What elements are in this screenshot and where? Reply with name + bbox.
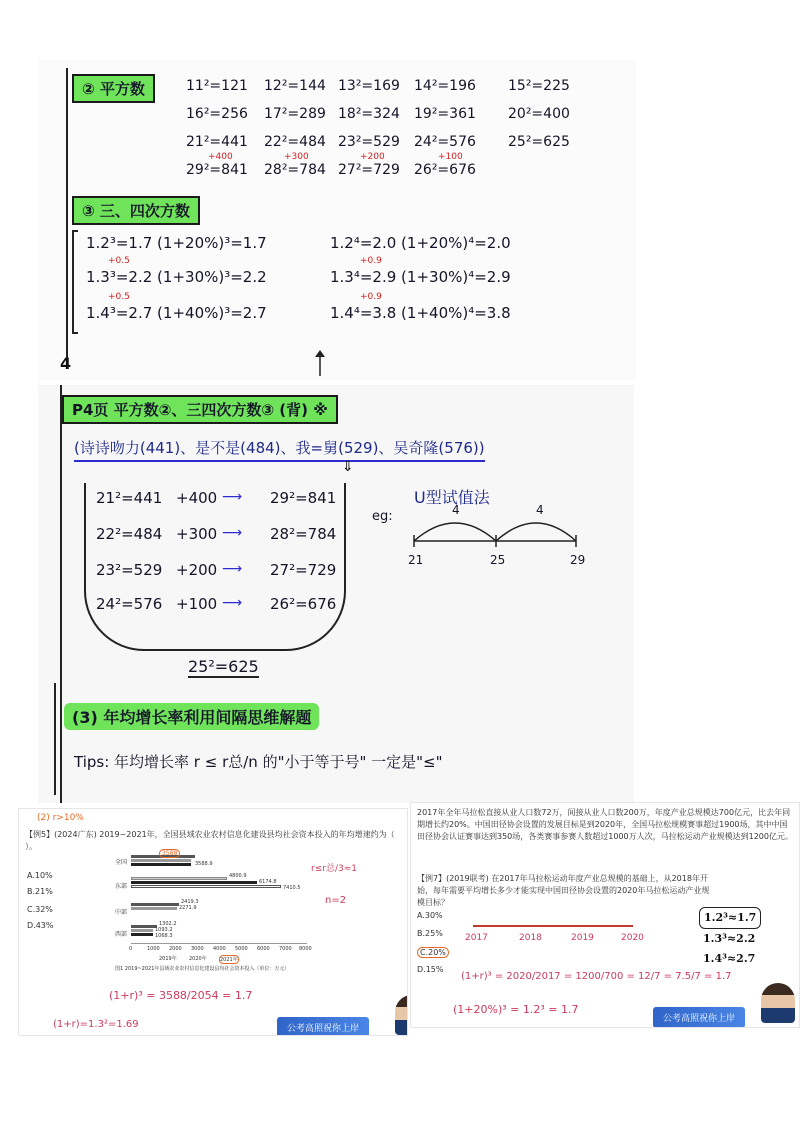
square-cell: 25²=625 <box>508 134 570 150</box>
square-cell: 19²=361 <box>414 106 476 122</box>
axis-tick: 2000 <box>169 946 182 952</box>
category-label: 西部 <box>115 931 128 938</box>
increment-mark: +200 <box>360 152 385 162</box>
fourth-power-item: 1.3⁴=2.9 (1+30%)⁴=2.9 <box>330 268 511 286</box>
bar <box>131 885 281 888</box>
instructor-avatar <box>761 983 795 1023</box>
bar <box>131 903 179 906</box>
margin-line <box>60 385 62 803</box>
handwritten-formula: (1+r)³ = 3588/2054 = 1.7 <box>109 989 253 1002</box>
bar <box>131 929 153 932</box>
square-cell: 13²=169 <box>338 78 400 94</box>
arrow-right-icon: ⟶ <box>222 525 243 541</box>
delta-mark: +0.9 <box>360 292 382 302</box>
u-tick-label: 21 <box>408 553 424 567</box>
value-label: 1093.2 <box>155 927 173 933</box>
square-cell: 14²=196 <box>414 78 476 94</box>
promo-banner: 公考高照祝你上岸 <box>653 1007 745 1028</box>
square-cell: 24²=576 <box>414 134 476 150</box>
condition-note: (2) r>10% <box>37 813 84 823</box>
pair-inc: +400 <box>176 489 218 507</box>
square-cell: 26²=676 <box>414 162 476 178</box>
value-label: 1068.3 <box>155 933 173 939</box>
square-cell: 16²=256 <box>186 106 248 122</box>
square-cell: 28²=784 <box>264 162 326 178</box>
handwritten-formula: (1+r)=1.3²=1.69 <box>53 1019 139 1030</box>
bar <box>131 877 227 880</box>
tips-text: Tips: 年均增长率 r ≤ r总/n 的"小于等于号" 一定是"≤" <box>74 753 443 771</box>
axis-tick: 3000 <box>191 946 204 952</box>
axis-tick: 8000 <box>299 946 312 952</box>
pair-left: 24²=576 <box>96 595 163 613</box>
example7-question: 【例7】(2019联考) 在2017年马拉松运动年度产业总规模的基础上，从2018年开始，每年需要平均增长多少才能实现中国田径协会设置的2020年马拉松运动产业规模目标？ <box>417 874 710 907</box>
u-mark: 4 <box>536 503 544 517</box>
pair-inc: +200 <box>176 561 218 579</box>
square-cell: 18²=324 <box>338 106 400 122</box>
delta-mark: +0.9 <box>360 256 382 266</box>
mnemonic: (诗诗吻力(441)、是不是(484)、我=舅(529)、吴奇隆(576)) <box>74 437 485 462</box>
arrow-right-icon: ⟶ <box>222 595 243 611</box>
axis-tick: 7000 <box>279 946 292 952</box>
square-cell: 15²=225 <box>508 78 570 94</box>
notebook-page-top <box>38 60 636 380</box>
page-title: P4页 平方数②、三四次方数③ (背) ※ <box>62 395 338 424</box>
pair-right: 28²=784 <box>270 525 337 543</box>
promo-banner: 公考高照祝你上岸 <box>277 1017 369 1036</box>
legend-item: 2019年 <box>159 956 177 962</box>
square-cell: 29²=841 <box>186 162 248 178</box>
u-method-diagram <box>410 501 580 549</box>
square-cell: 17²=289 <box>264 106 326 122</box>
option-d[interactable]: D.43% <box>27 921 54 930</box>
cube-item: 1.3³=2.2 (1+30%)³=2.2 <box>86 268 267 286</box>
value-label: 2271.9 <box>179 905 197 911</box>
legend-item: 2021年 <box>220 957 238 963</box>
fact-item: 1.2³≈1.7 <box>699 907 761 929</box>
margin-line <box>66 68 68 368</box>
option-c[interactable]: C.32% <box>27 905 53 914</box>
u-tick-label: 25 <box>490 553 506 567</box>
option-a[interactable]: A.10% <box>27 871 53 880</box>
increment-mark: +400 <box>208 152 233 162</box>
legend-item: 2020年 <box>189 956 207 962</box>
example7-screenshot <box>410 802 800 1028</box>
value-label: 2419.3 <box>181 899 199 905</box>
page-number: 4 <box>60 354 72 373</box>
timeline-label: 2020 <box>621 933 644 943</box>
category-label: 东部 <box>115 883 128 890</box>
pair-left: 22²=484 <box>96 525 163 543</box>
value-label: 6174.8 <box>259 879 277 885</box>
cube-item: 1.2³=1.7 (1+20%)³=1.7 <box>86 234 267 252</box>
up-arrow-icon <box>312 348 328 378</box>
pair-left: 23²=529 <box>96 561 163 579</box>
fourth-power-item: 1.2⁴=2.0 (1+20%)⁴=2.0 <box>330 234 511 252</box>
axis-tick: 0 <box>129 946 133 952</box>
square-cell: 22²=484 <box>264 134 326 150</box>
handwritten-formula: (1+r)³ = 2020/2017 = 1200/700 = 12/7 = 7.5/7 = 1.7 <box>461 971 732 982</box>
eg-label: eg: <box>372 509 393 524</box>
handwritten-formula: (1+20%)³ = 1.2³ = 1.7 <box>453 1003 579 1016</box>
u-mark: 4 <box>452 503 460 517</box>
bar <box>131 859 191 862</box>
arrow-right-icon: ⟶ <box>222 489 243 505</box>
bar <box>131 933 153 936</box>
cubes-bracket <box>72 230 78 334</box>
bar <box>131 907 177 910</box>
category-label: 中部 <box>115 909 128 916</box>
squares-heading: ② 平方数 <box>72 74 155 103</box>
square-cell: 27²=729 <box>338 162 400 178</box>
bar <box>131 925 157 928</box>
u-tick-label: 29 <box>570 553 586 567</box>
square-cell: 21²=441 <box>186 134 248 150</box>
axis-tick: 6000 <box>257 946 270 952</box>
axis-tick: 4000 <box>213 946 226 952</box>
u-method-title: U型试值法 <box>414 488 490 507</box>
increment-mark: +300 <box>284 152 309 162</box>
square-cell: 20²=400 <box>508 106 570 122</box>
chart-caption: 图1 2019~2021年县域农业农村信息化建设县均社会资本投入（单位：万元） <box>115 966 290 972</box>
example5-question: 【例5】(2024广东) 2019~2021年，全国县域农业农村信息化建设县均社会资本投入的年均增速约为（ ）。 <box>25 830 395 851</box>
cubes-heading: ③ 三、四次方数 <box>72 196 200 225</box>
example5-screenshot <box>18 808 408 1036</box>
timeline-label: 2017 <box>465 933 488 943</box>
bottom-equation: 25²=625 <box>188 657 259 676</box>
bar <box>131 863 191 866</box>
pair-inc: +300 <box>176 525 218 543</box>
timeline-label: 2018 <box>519 933 542 943</box>
square-cell: 12²=144 <box>264 78 326 94</box>
down-arrow-icon: ⇓ <box>342 459 354 475</box>
option-b[interactable]: B.25% <box>417 929 443 938</box>
fact-item: 1.4³≈2.7 <box>703 952 756 965</box>
section-bracket <box>54 683 56 795</box>
square-cell: 11²=121 <box>186 78 248 94</box>
arrow-right-icon: ⟶ <box>222 561 243 577</box>
axis-tick: 5000 <box>235 946 248 952</box>
pair-right: 27²=729 <box>270 561 337 579</box>
notebook-page-middle <box>38 385 634 803</box>
facts-box <box>699 907 761 969</box>
value-label: 7410.5 <box>283 885 301 891</box>
instructor-avatar <box>395 995 408 1035</box>
timeline-label: 2019 <box>571 933 594 943</box>
delta-mark: +0.5 <box>108 256 130 266</box>
fourth-power-item: 1.4⁴=3.8 (1+40%)⁴=3.8 <box>330 304 511 322</box>
square-cell: 23²=529 <box>338 134 400 150</box>
pair-left: 21²=441 <box>96 489 163 507</box>
option-a[interactable]: A.30% <box>417 911 443 920</box>
delta-mark: +0.5 <box>108 292 130 302</box>
pair-inc: +100 <box>176 595 218 613</box>
increment-mark: +100 <box>438 152 463 162</box>
bar <box>131 881 257 884</box>
category-label: 全国 <box>115 859 128 866</box>
fact-item: 1.3³≈2.2 <box>703 932 756 945</box>
option-d[interactable]: D.15% <box>417 965 444 974</box>
timeline-line <box>473 925 633 927</box>
option-c[interactable]: C.20% <box>417 947 449 958</box>
cube-item: 1.4³=2.7 (1+40%)³=2.7 <box>86 304 267 322</box>
handwritten-note: n=2 <box>325 895 347 906</box>
axis-tick: 1000 <box>147 946 160 952</box>
handwritten-note: r≤r总/3≈1 <box>311 864 357 874</box>
pair-right: 26²=676 <box>270 595 337 613</box>
section3-heading: (3) 年均增长率利用间隔思维解题 <box>64 703 319 730</box>
x-axis <box>131 943 307 944</box>
option-b[interactable]: B.21% <box>27 887 53 896</box>
value-label: 4800.9 <box>229 873 247 879</box>
value-label: 1302.2 <box>159 921 177 927</box>
pair-right: 29²=841 <box>270 489 337 507</box>
value-label: 3588 <box>159 849 180 858</box>
passage-text: 2017年全年马拉松直接从业人口数72万，间接从业人口数200万，年度产业总规模达700亿元，比去年同期增长约20%。中国田径协会设置的发展目标是到2020年，全国马拉松规模赛事超过1900场，其中中国田径协会认证赛事达到350场，各类赛事参赛人数超过1000万人次，马拉松运动产业规模达到1200亿元。 <box>417 808 793 841</box>
value-label: 3588.9 <box>195 861 213 867</box>
